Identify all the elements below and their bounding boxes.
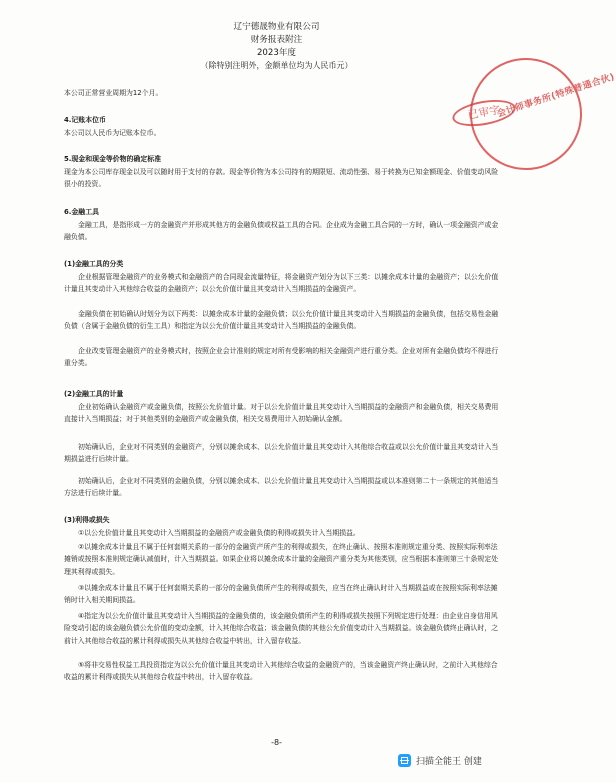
section-6-3-item-2: ②以摊余成本计量且不属于任何套期关系的一部分的金融资产所产生的利得或损失，在终止确认、按照本准则规定重分类、按照实际利率法摊销或按照本准则规定确认减值时，计入当期损益。如果企业将以摊余成本计量的金融资产重分类为其他类别，应当根据本准则第三十条规定处理其利得或损失。 [64,543,499,576]
section-6-1-heading: (1)金融工具的分类 [64,260,124,268]
page-number: -8- [271,738,282,747]
auditor-stamp-text: 会计师事务所(特殊普通合伙) [495,72,616,120]
section-4-heading: 4.记账本位币 [64,116,106,124]
company-name: 辽宁德晟物业有限公司 [233,22,320,32]
unit-note: （除特别注明外，金额单位均为人民币元） [200,61,353,70]
section-6-2-para-1: 企业初始确认金融资产或金融负债，按照公允价值计量。对于以公允价值计量且其变动计入当期损益的金融资产和金融负债，相关交易费用直接计入当期损益；对于其他类别的金融资产或金融负债，相关交易费用计入初始确认金额。 [64,403,499,424]
section-6-1-para-2: 金融负债在初始确认时划分为以下两类：以摊余成本计量的金融负债；以公允价值计量且其变动计入当期损益的金融负债，包括交易性金融负债（含属于金融负债的衍生工具）和指定为以公允价值计量且其变动计入当期损益的金融负债。 [64,310,499,331]
report-year: 2023年度 [256,48,297,58]
camscanner-logo-icon [398,754,411,767]
section-5-text: 现金为本公司库存现金以及可以随时用于支付的存款。现金等价物为本公司持有的期限短、流动性强、易于转换为已知金额现金、价值变动风险很小的投资。 [64,168,499,189]
section-6-3-item-4: ④指定为以公允价值计量且其变动计入当期损益的金融负债的，该金融负债所产生的利得或损失按照下列规定进行处理：由企业自身信用风险变动引起的该金融负债公允价值的变动金额，计入其他综合收益；该金融负债的其他公允价值变动计入当期损益。该金融负债终止确认时，之前计入其他综合收益的累计利得或损失从其他综合收益中转出，计入留存收益。 [64,612,499,645]
operating-cycle-text: 本公司正常营业周期为12个月。 [64,89,163,97]
section-6-2-para-3: 初始确认后，企业对不同类别的金融负债，分别以摊余成本、以公允价值计量且其变动计入当期损益或以本准则第二十一条规定的其他适当方法进行后续计量。 [64,477,499,498]
section-6-text: 金融工具，是指形成一方的金融资产并形成其他方的金融负债或权益工具的合同。企业成为金融工具合同的一方时，确认一项金融资产或金融负债。 [64,221,499,242]
section-6-2-para-2: 初始确认后，企业对不同类别的金融资产，分别以摊余成本、以公允价值计量且其变动计入其他综合收益或以公允价值计量且其变动计入当期损益进行后续计量。 [64,443,499,464]
audited-seal: 已审字 [450,96,517,131]
section-6-3-item-5: ⑤将非交易性权益工具投资指定为以公允价值计量且其变动计入其他综合收益的金融资产的，当该金融资产终止确认时，之前计入其他综合收益的累计利得或损失从其他综合收益中转出，计入留存收益。 [64,661,498,682]
watermark-text: 扫描全能王 创建 [416,757,482,767]
section-6-3-item-1: ①以公允价值计量且其变动计入当期损益的金融资产或金融负债的利得或损失计入当期损益。 [78,529,360,537]
section-6-1-para-3: 企业改变管理金融资产的业务模式时，按照企业会计准则的规定对所有受影响的相关金融资产进行重分类。企业对所有金融负债均不得进行重分类。 [64,347,499,368]
section-6-2-heading: (2)金融工具的计量 [64,390,124,398]
section-6-1-para-1: 企业根据管理金融资产的业务模式和金融资产的合同现金流量特征，将金融资产划分为以下三类：以摊余成本计量的金融资产；以公允价值计量且其变动计入其他综合收益的金融资产；以公允价值计量且其变动计入当期损益的金融资产。 [64,273,499,294]
section-6-3-item-3: ③以摊余成本计量且不属于任何套期关系的一部分的金融负债所产生的利得或损失，应当在终止确认时计入当期损益或在按照实际利率法摊销时计入相关期间损益。 [64,584,498,605]
section-4-text: 本公司以人民币为记账本位币。 [64,129,161,137]
section-6-heading: 6.金融工具 [64,208,99,216]
scanner-watermark [398,754,482,767]
report-title: 财务报表附注 [250,35,303,45]
section-5-heading: 5.现金和现金等价物的确定标准 [64,155,161,163]
section-6-3-heading: (3)利得或损失 [64,516,110,524]
